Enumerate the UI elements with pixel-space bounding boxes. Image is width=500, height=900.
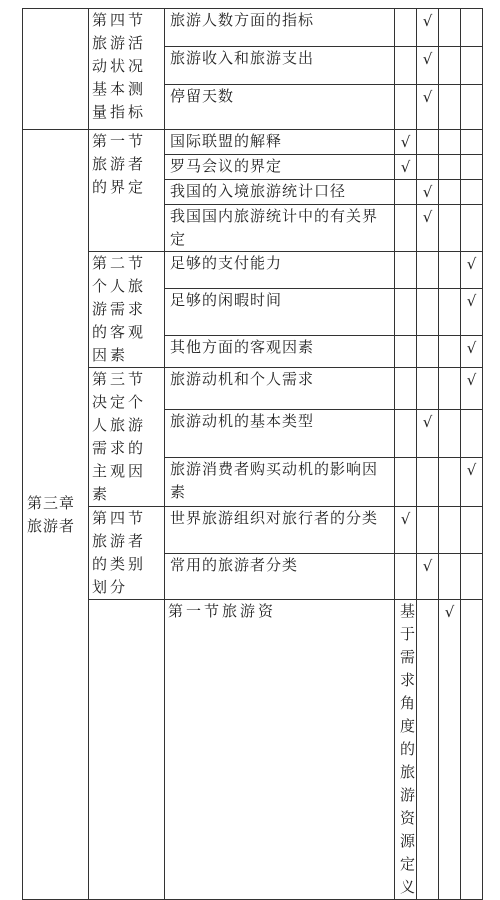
level-4-cell	[461, 130, 483, 155]
check-mark-cell: √	[417, 205, 439, 252]
check-mark-cell: √	[395, 507, 417, 554]
level-1-cell	[395, 252, 417, 289]
table-row	[23, 9, 483, 47]
level-1-cell	[395, 47, 417, 85]
level-3-cell	[439, 85, 461, 130]
level-2-cell	[417, 155, 439, 180]
check-mark-cell: √	[461, 336, 483, 368]
level-1-cell	[395, 368, 417, 410]
topic-cell: 基于需求角度的旅游资源定义	[395, 600, 417, 900]
topic-cell: 世界旅游组织对旅行者的分类	[165, 507, 395, 554]
level-4-cell	[461, 409, 483, 457]
chapter-cell	[23, 9, 89, 130]
section-cell: 第四节旅游活动状况基本测量指标	[89, 9, 165, 130]
level-3-cell	[439, 336, 461, 368]
level-4-cell	[461, 85, 483, 130]
check-mark-cell: √	[417, 553, 439, 600]
level-1-cell	[395, 85, 417, 130]
topic-cell: 旅游收入和旅游支出	[165, 47, 395, 85]
level-3-cell	[439, 409, 461, 457]
level-3-cell	[439, 507, 461, 554]
level-2-cell	[417, 368, 439, 410]
check-mark-cell: √	[395, 130, 417, 155]
topic-cell: 足够的支付能力	[165, 252, 395, 289]
level-3-cell	[461, 600, 483, 900]
check-mark-cell: √	[461, 289, 483, 336]
level-2-cell	[417, 289, 439, 336]
level-1-cell	[395, 409, 417, 457]
level-4-cell	[461, 553, 483, 600]
level-3-cell	[439, 252, 461, 289]
check-mark-cell: √	[461, 252, 483, 289]
level-3-cell	[439, 180, 461, 205]
section-cell: 第二节个人旅游需求的客观因素	[89, 252, 165, 368]
level-2-cell	[417, 336, 439, 368]
topic-cell: 我国的入境旅游统计口径	[165, 180, 395, 205]
topic-cell: 罗马会议的界定	[165, 155, 395, 180]
topic-cell: 国际联盟的解释	[165, 130, 395, 155]
level-1-cell	[395, 180, 417, 205]
level-2-cell	[417, 130, 439, 155]
level-2-cell	[417, 457, 439, 506]
check-mark-cell: √	[395, 155, 417, 180]
chapter-cell: 第三章旅游者	[23, 130, 89, 900]
level-4-cell	[461, 205, 483, 252]
level-1-cell	[395, 457, 417, 506]
level-3-cell	[439, 9, 461, 47]
check-mark-cell: √	[417, 409, 439, 457]
topic-cell: 足够的闲暇时间	[165, 289, 395, 336]
section-cell: 第一节旅游者的界定	[89, 130, 165, 252]
topic-cell: 旅游消费者购买动机的影响因素	[165, 457, 395, 506]
table-row	[23, 507, 483, 554]
level-1-cell	[395, 9, 417, 47]
check-mark-cell: √	[461, 368, 483, 410]
check-mark-cell: √	[461, 457, 483, 506]
level-3-cell	[439, 289, 461, 336]
level-3-cell	[439, 47, 461, 85]
table-row	[23, 130, 483, 155]
level-1-cell	[395, 553, 417, 600]
level-3-cell	[439, 368, 461, 410]
level-3-cell	[439, 457, 461, 506]
check-mark-cell: √	[417, 85, 439, 130]
topic-cell: 我国国内旅游统计中的有关界定	[165, 205, 395, 252]
level-1-cell	[395, 205, 417, 252]
table-row	[23, 600, 483, 900]
section-cell: 第四节旅游者的类别划分	[89, 507, 165, 600]
level-1-cell	[395, 336, 417, 368]
topic-cell: 其他方面的客观因素	[165, 336, 395, 368]
level-4-cell	[461, 47, 483, 85]
check-mark-cell: √	[417, 47, 439, 85]
chapter-cell	[89, 600, 165, 900]
level-3-cell	[439, 155, 461, 180]
topic-cell: 常用的旅游者分类	[165, 553, 395, 600]
table-row	[23, 252, 483, 289]
level-1-cell	[417, 600, 439, 900]
topic-cell: 停留天数	[165, 85, 395, 130]
level-2-cell	[417, 507, 439, 554]
level-2-cell	[417, 252, 439, 289]
level-4-cell	[461, 155, 483, 180]
section-cell: 第一节旅游资	[165, 600, 395, 900]
level-4-cell	[461, 9, 483, 47]
level-4-cell	[461, 180, 483, 205]
topic-cell: 旅游动机和个人需求	[165, 368, 395, 410]
level-4-cell	[461, 507, 483, 554]
level-1-cell	[395, 289, 417, 336]
check-mark-cell: √	[417, 180, 439, 205]
table-row	[23, 368, 483, 410]
level-3-cell	[439, 205, 461, 252]
check-mark-cell: √	[417, 9, 439, 47]
section-cell: 第三节决定个人旅游需求的主观因素	[89, 368, 165, 507]
check-mark-cell: √	[439, 600, 461, 900]
topic-cell: 旅游人数方面的指标	[165, 9, 395, 47]
level-3-cell	[439, 130, 461, 155]
syllabus-table	[22, 8, 483, 900]
level-3-cell	[439, 553, 461, 600]
topic-cell: 旅游动机的基本类型	[165, 409, 395, 457]
